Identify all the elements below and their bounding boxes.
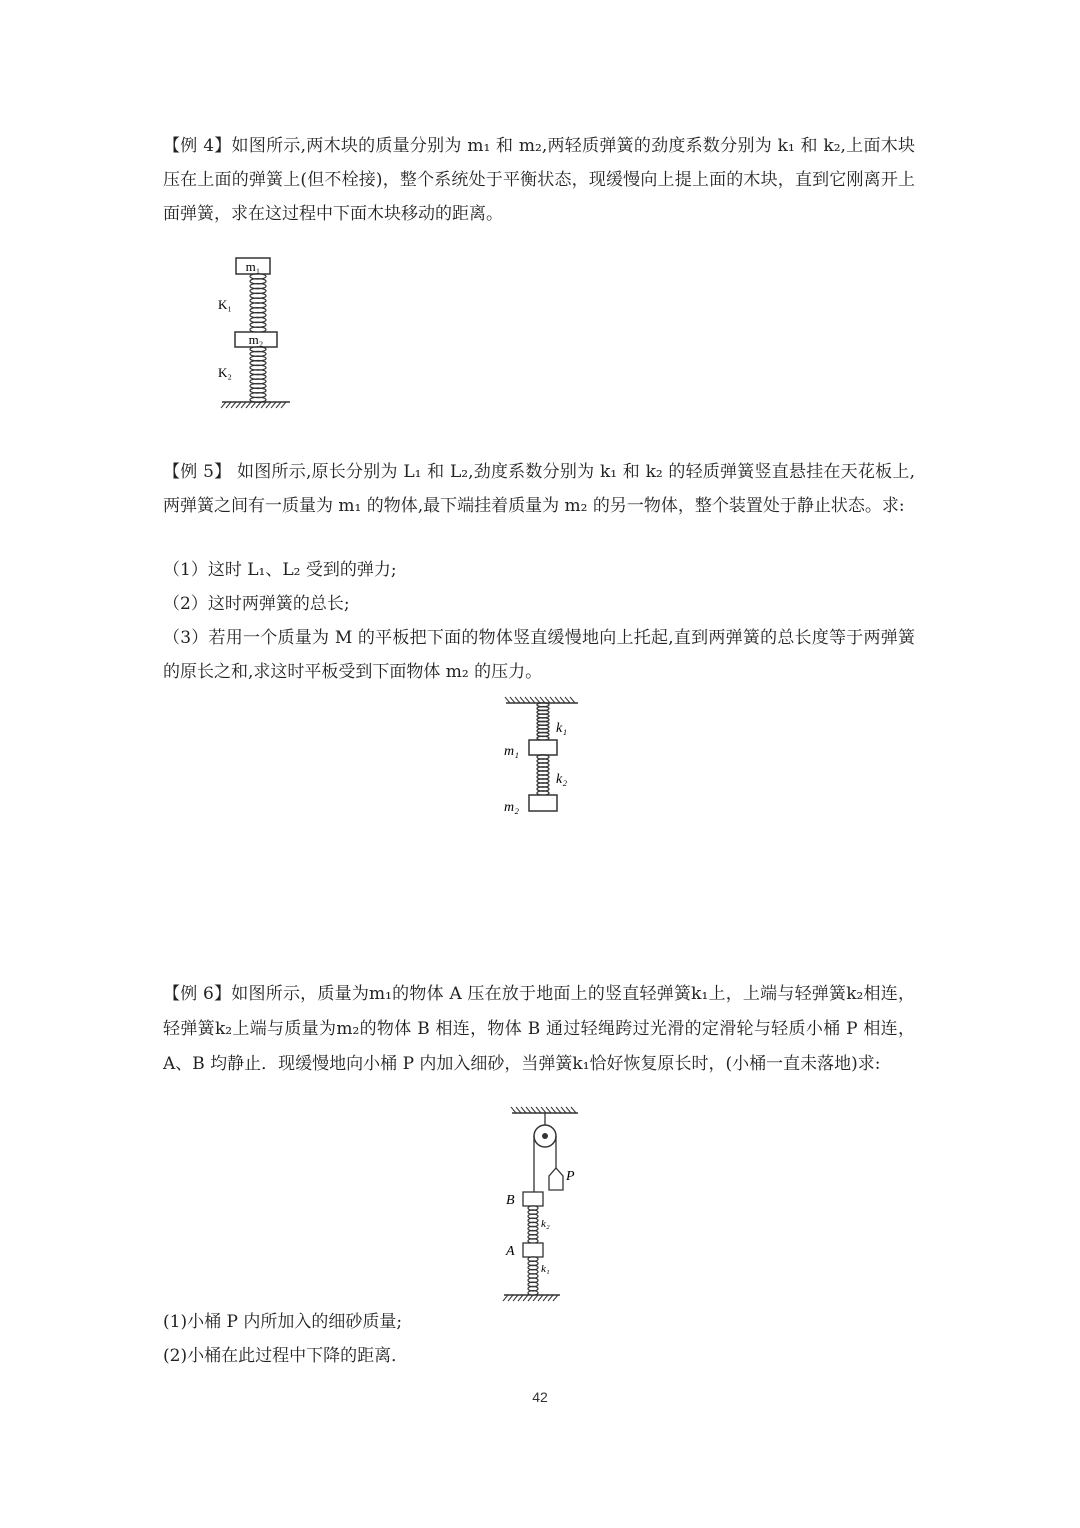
hatch-mark <box>525 697 530 703</box>
hatch-mark <box>535 697 540 703</box>
hatch-mark <box>271 402 276 408</box>
hatch-mark <box>515 697 520 703</box>
hatch-mark <box>536 1107 541 1113</box>
spring-k1-label: k₁ <box>541 1263 550 1275</box>
hatch-mark <box>510 697 515 703</box>
spring-k2-label: k₂ <box>541 1218 550 1230</box>
hatch-mark <box>555 697 560 703</box>
example-5-hanging-springs-figure <box>498 694 590 820</box>
spring-k2-label: K₂ <box>218 365 232 380</box>
hatch-mark <box>546 1107 551 1113</box>
hatch-mark <box>281 402 286 408</box>
example-5-text: 【例 5】 如图所示,原长分别为 L₁ 和 L₂,劲度系数分别为 k₁ 和 k₂ 的轻质弹簧竖直悬挂在天花板上,两弹簧之间有一质量为 m₁ 的物体,最下端挂着质量为 m₂ 的另一物体，整个装置处于静止状态。求: <box>163 462 915 516</box>
hatch-mark <box>221 402 226 408</box>
example-6-pulley-figure <box>498 1106 586 1304</box>
mass-m2-label: m₂ <box>504 800 519 815</box>
mass-m2-label: m₂ <box>248 332 264 347</box>
hatch-mark <box>236 402 241 408</box>
hatch-mark <box>241 402 246 408</box>
hatch-mark <box>503 1295 508 1301</box>
hatch-mark <box>566 1107 571 1113</box>
hatch-mark <box>513 1295 518 1301</box>
spring-k1-label: K₁ <box>218 297 232 312</box>
hatch-mark <box>256 402 261 408</box>
example-4-spring-figure <box>212 252 296 410</box>
hatch-mark <box>541 1107 546 1113</box>
spring-k1-label: k₁ <box>556 721 568 736</box>
hatch-mark <box>570 697 575 703</box>
hatch-mark <box>276 402 281 408</box>
hatch-mark <box>523 1295 528 1301</box>
example-5-question-3: （3）若用一个质量为 M 的平板把下面的物体竖直缓慢地向上托起,直到两弹簧的总长度等于两弹簧的原长之和,求这时平板受到下面物体 m₂ 的压力。 <box>163 628 915 682</box>
hatch-mark <box>520 697 525 703</box>
hatch-mark <box>518 1295 523 1301</box>
hatch-mark <box>530 697 535 703</box>
example-6-text: 【例 6】如图所示，质量为m₁的物体 A 压在放于地面上的竖直轻弹簧k₁上，上端与轻弹簧k₂相连，轻弹簧k₂上端与质量为m₂的物体 B 相连，物体 B 通过轻绳跨过光滑的定滑轮与轻质小桶 P 相连，A、B 均静止．现缓慢地向小桶 P 内加入细砂，当弹簧k₁恰好恢复原长时，(小桶一直未落地)求: <box>163 984 915 1074</box>
mass-m1-label: m₁ <box>245 259 261 274</box>
hatch-mark <box>533 1295 538 1301</box>
hatch-mark <box>528 1295 533 1301</box>
example-5-question-2: （2）这时两弹簧的总长; <box>163 594 350 614</box>
hatch-mark <box>505 697 510 703</box>
hatch-mark <box>251 402 256 408</box>
hatch-mark <box>548 1295 553 1301</box>
hatch-mark <box>545 697 550 703</box>
hatch-mark <box>511 1107 516 1113</box>
hatch-mark <box>531 1107 536 1113</box>
example-4-text: 【例 4】如图所示,两木块的质量分别为 m₁ 和 m₂,两轻质弹簧的劲度系数分别为 k₁ 和 k₂,上面木块压在上面的弹簧上(但不栓接)，整个系统处于平衡状态，现缓慢向上提上面的木块，直到它刚离开上面弹簧，求在这过程中下面木块移动的距离。 <box>163 136 915 224</box>
hatch-mark <box>266 402 271 408</box>
hatch-mark <box>551 1107 556 1113</box>
block-a-label: A <box>506 1244 515 1259</box>
hatch-mark <box>526 1107 531 1113</box>
hatch-mark <box>538 1295 543 1301</box>
hatch-mark <box>540 697 545 703</box>
example-6-question-2: (2)小桶在此过程中下降的距离． <box>163 1346 409 1366</box>
hatch-mark <box>508 1295 513 1301</box>
hatch-mark <box>543 1295 548 1301</box>
hatch-mark <box>231 402 236 408</box>
hatch-mark <box>516 1107 521 1113</box>
hatch-mark <box>556 1107 561 1113</box>
example-5-question-1: （1）这时 L₁、L₂ 受到的弹力; <box>163 560 397 580</box>
hatch-mark <box>226 402 231 408</box>
page-number: 42 <box>532 1389 548 1405</box>
hatch-mark <box>571 1107 576 1113</box>
hatch-mark <box>561 1107 566 1113</box>
spring-k2-label: k₂ <box>556 772 568 787</box>
example-6-question-1: (1)小桶 P 内所加入的细砂质量; <box>163 1312 403 1332</box>
hatch-mark <box>246 402 251 408</box>
hatch-mark <box>261 402 266 408</box>
hatch-mark <box>553 1295 558 1301</box>
hatch-mark <box>521 1107 526 1113</box>
hatch-mark <box>560 697 565 703</box>
hatch-mark <box>550 697 555 703</box>
mass-m1-label: m₁ <box>504 744 519 759</box>
bucket-p-label: P <box>566 1169 575 1184</box>
block-b-label: B <box>506 1193 515 1208</box>
hatch-mark <box>565 697 570 703</box>
